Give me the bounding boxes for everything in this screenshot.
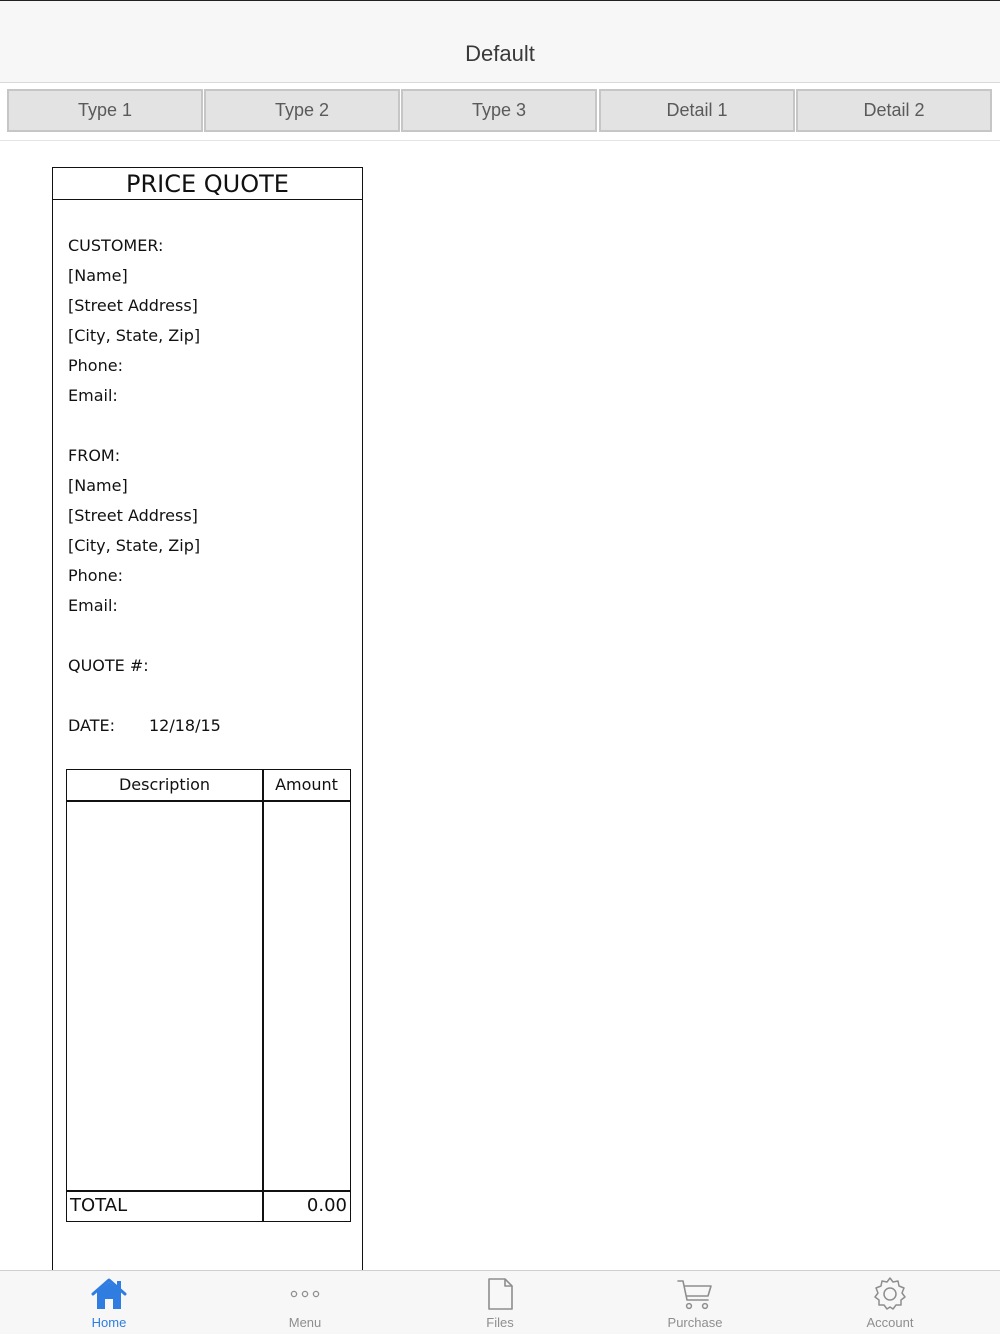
document-title: PRICE QUOTE <box>53 168 362 200</box>
line-items-table <box>66 769 351 1222</box>
customer-heading: CUSTOMER: <box>68 236 164 255</box>
total-divider <box>67 1190 350 1192</box>
total-label: TOTAL <box>70 1195 128 1216</box>
page-title: Default <box>465 41 535 66</box>
navigation-bar <box>0 0 1000 83</box>
tab-files[interactable] <box>440 1271 560 1335</box>
more-icon <box>285 1276 325 1312</box>
tab-menu[interactable] <box>245 1271 365 1335</box>
file-icon <box>480 1276 520 1312</box>
tab-purchase-label: Purchase <box>667 1315 723 1330</box>
customer-street: [Street Address] <box>68 296 198 315</box>
date-value: 12/18/15 <box>149 716 221 735</box>
cart-icon <box>675 1276 715 1312</box>
tab-detail-1[interactable]: Detail 1 <box>599 89 795 132</box>
customer-name: [Name] <box>68 266 128 285</box>
column-header-description: Description <box>118 775 211 794</box>
column-header-amount: Amount <box>275 775 338 794</box>
home-icon <box>89 1276 129 1312</box>
tab-menu-label: Menu <box>288 1315 322 1330</box>
customer-city: [City, State, Zip] <box>68 326 201 345</box>
price-quote-document[interactable] <box>52 167 363 1277</box>
column-divider <box>262 770 264 1221</box>
from-street: [Street Address] <box>68 506 198 525</box>
date-label: DATE: <box>68 716 116 735</box>
tab-home-label: Home <box>91 1315 127 1330</box>
from-city: [City, State, Zip] <box>68 536 201 555</box>
header-divider <box>67 800 350 802</box>
tab-home[interactable] <box>49 1271 169 1335</box>
tab-type-1[interactable]: Type 1 <box>7 89 203 132</box>
tab-type-3[interactable]: Type 3 <box>401 89 597 132</box>
from-phone: Phone: <box>68 566 123 585</box>
total-value: 0.00 <box>306 1195 347 1216</box>
from-email: Email: <box>68 596 118 615</box>
quote-number-label: QUOTE #: <box>68 656 149 675</box>
segment-tab-bar <box>0 83 1000 141</box>
tab-type-2[interactable]: Type 2 <box>204 89 400 132</box>
tab-purchase[interactable] <box>635 1271 755 1335</box>
tab-detail-2[interactable]: Detail 2 <box>796 89 992 132</box>
tab-account[interactable] <box>830 1271 950 1335</box>
customer-email: Email: <box>68 386 118 405</box>
from-heading: FROM: <box>68 446 121 465</box>
tab-files-label: Files <box>486 1315 514 1330</box>
bottom-tab-bar <box>0 1270 1000 1334</box>
from-name: [Name] <box>68 476 128 495</box>
tab-account-label: Account <box>866 1315 914 1330</box>
customer-phone: Phone: <box>68 356 123 375</box>
gear-icon <box>870 1276 910 1312</box>
